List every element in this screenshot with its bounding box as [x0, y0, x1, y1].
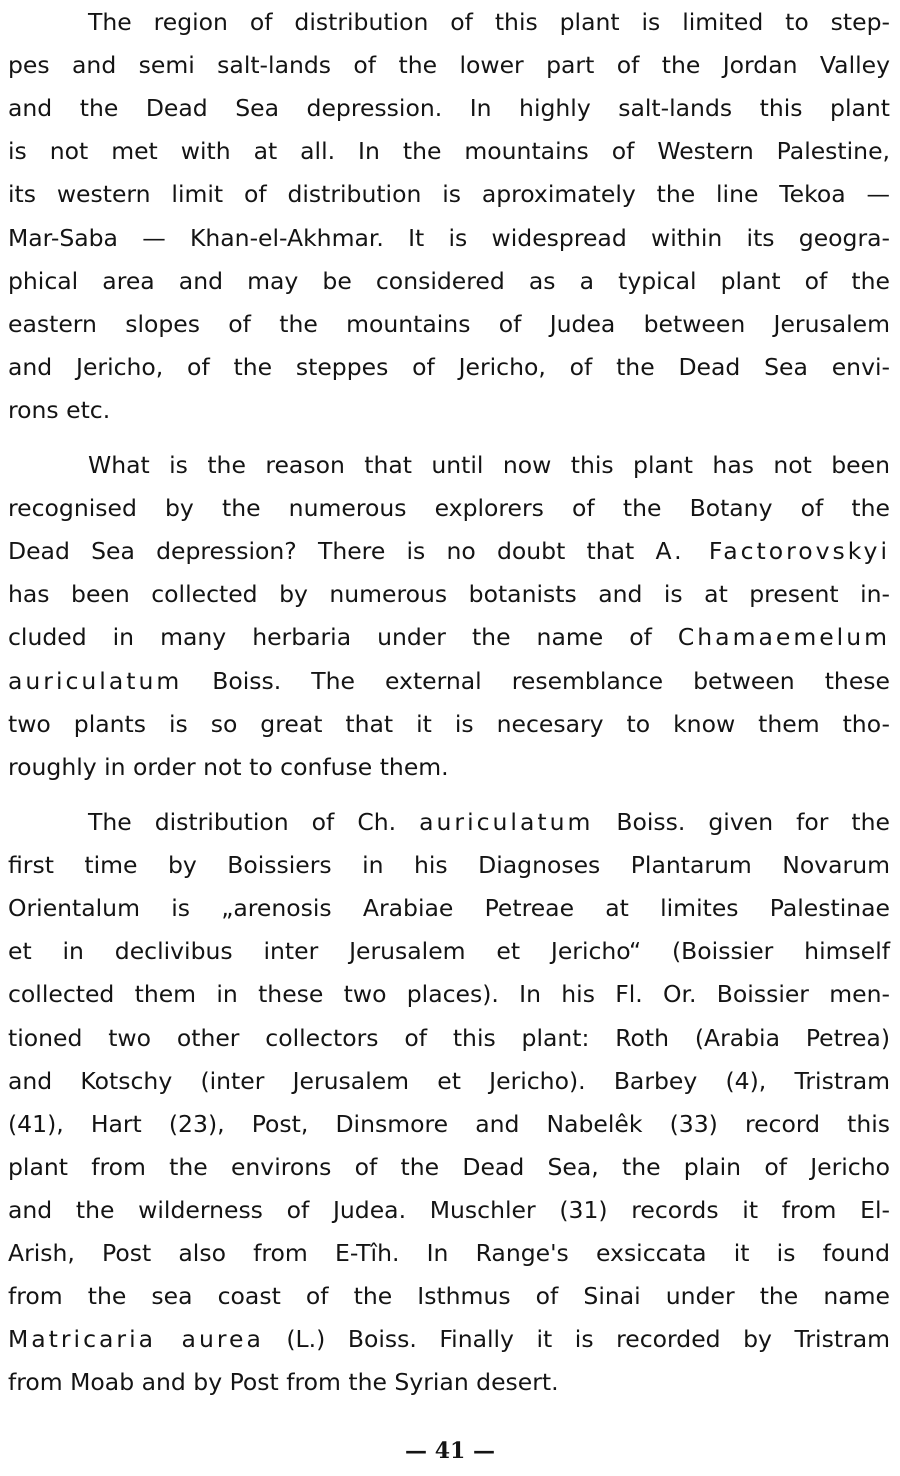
text-line: [88, 804, 890, 840]
text-line: [8, 1020, 890, 1056]
text-line: [8, 1106, 890, 1142]
text-line: [8, 533, 890, 569]
text-segment: roughly in order not to confuse them.: [8, 752, 449, 781]
text-line: [8, 1192, 890, 1228]
text-line: [88, 447, 890, 483]
text-segment: Mar-Saba — Khan-el-Akhmar. It is widespread within its geogra-: [8, 223, 890, 252]
text-line: [8, 706, 890, 742]
text-line: [8, 349, 890, 385]
text-segment: What is the reason that until now this plant has not been: [88, 451, 890, 479]
text-segment: and Jericho, of the steppes of Jericho, of the Dead Sea envi-: [8, 352, 890, 381]
text-line: [8, 576, 890, 612]
text-segment: two plants is so great that it is necesary to know them tho-: [8, 709, 890, 738]
text-segment: tioned two other collectors of this plant: Roth (Arabia Petrea): [8, 1023, 890, 1052]
text-line: [8, 663, 890, 699]
text-segment: and Kotschy (inter Jerusalem et Jericho). Barbey (4), Tristram: [8, 1066, 890, 1095]
text-segment: its western limit of distribution is aproximately the line Tekoa —: [8, 180, 890, 209]
text-line: [8, 263, 890, 299]
text-segment: is not met with at all. In the mountains of Western Palestine,: [8, 137, 890, 166]
text-line: [8, 306, 890, 342]
text-line: [8, 392, 890, 428]
text-segment: (L.) Boiss. Finally it is recorded by Tristram: [263, 1325, 890, 1354]
text-line: [8, 90, 890, 126]
text-segment: phical area and may be considered as a typical plant of the: [8, 266, 890, 295]
text-segment: The distribution of Ch.: [88, 808, 420, 836]
text-segment: collected them in these two places). In his Fl. Or. Boissier men-: [8, 980, 890, 1009]
text-line: [8, 1063, 890, 1099]
spaced-taxon-name: Matricaria aurea: [8, 1325, 264, 1354]
text-segment: Boiss. given for the: [593, 808, 890, 836]
page-number: — 41 —: [405, 1438, 495, 1464]
text-segment: plant from the environs of the Dead Sea, the plain of Jericho: [8, 1152, 890, 1181]
text-segment: et in declivibus inter Jerusalem et Jericho“ (Boissier himself: [8, 937, 890, 966]
text-line: [8, 619, 890, 655]
text-line: [8, 1321, 890, 1357]
text-segment: and the wilderness of Judea. Muschler (31) records it from El-: [8, 1195, 890, 1224]
text-segment: and the Dead Sea depression. In highly salt-lands this plant: [8, 94, 890, 123]
text-line: [8, 133, 890, 169]
text-line: [8, 176, 890, 212]
text-segment: pes and semi salt-lands of the lower part of the Jordan Valley: [8, 51, 890, 80]
text-segment: has been collected by numerous botanists and is at present in-: [8, 580, 890, 609]
text-segment: cluded in many herbaria under the name of: [8, 623, 678, 652]
text-segment: first time by Boissiers in his Diagnoses Plantarum Novarum: [8, 851, 890, 880]
spaced-taxon-name: A. Factorovskyi: [655, 537, 890, 566]
text-segment: The region of distribution of this plant is limited to step-: [88, 8, 890, 36]
text-segment: recognised by the numerous explorers of the Botany of the: [8, 494, 890, 523]
spaced-taxon-name: auriculatum: [8, 666, 183, 695]
text-segment: Orientalum is „arenosis Arabiae Petreae at limites Palestinae: [8, 894, 890, 923]
text-line: [8, 976, 890, 1012]
text-line: [8, 47, 890, 83]
text-line: [8, 1235, 890, 1271]
text-line: [8, 847, 890, 883]
text-line: [8, 1278, 890, 1314]
text-segment: Dead Sea depression? There is no doubt that: [8, 537, 656, 566]
text-segment: from the sea coast of the Isthmus of Sinai under the name: [8, 1282, 890, 1311]
text-line: [8, 490, 890, 526]
text-line: [8, 890, 890, 926]
text-segment: (41), Hart (23), Post, Dinsmore and Nabelêk (33) record this: [8, 1109, 890, 1138]
text-line: [88, 4, 890, 40]
text-line: [8, 749, 890, 785]
text-line: [8, 933, 890, 969]
text-segment: Boiss. The external resemblance between these: [182, 666, 890, 695]
spaced-taxon-name: Chamaemelum: [677, 623, 890, 652]
text-segment: rons etc.: [8, 395, 111, 424]
text-line: [8, 1149, 890, 1185]
text-line: [8, 1364, 890, 1400]
spaced-taxon-name: auriculatum: [419, 808, 594, 836]
text-segment: eastern slopes of the mountains of Judea between Jerusalem: [8, 309, 890, 338]
text-segment: from Moab and by Post from the Syrian desert.: [8, 1368, 559, 1397]
text-segment: Arish, Post also from E-Tîh. In Range's exsiccata it is found: [8, 1239, 890, 1267]
text-line: [8, 220, 890, 256]
